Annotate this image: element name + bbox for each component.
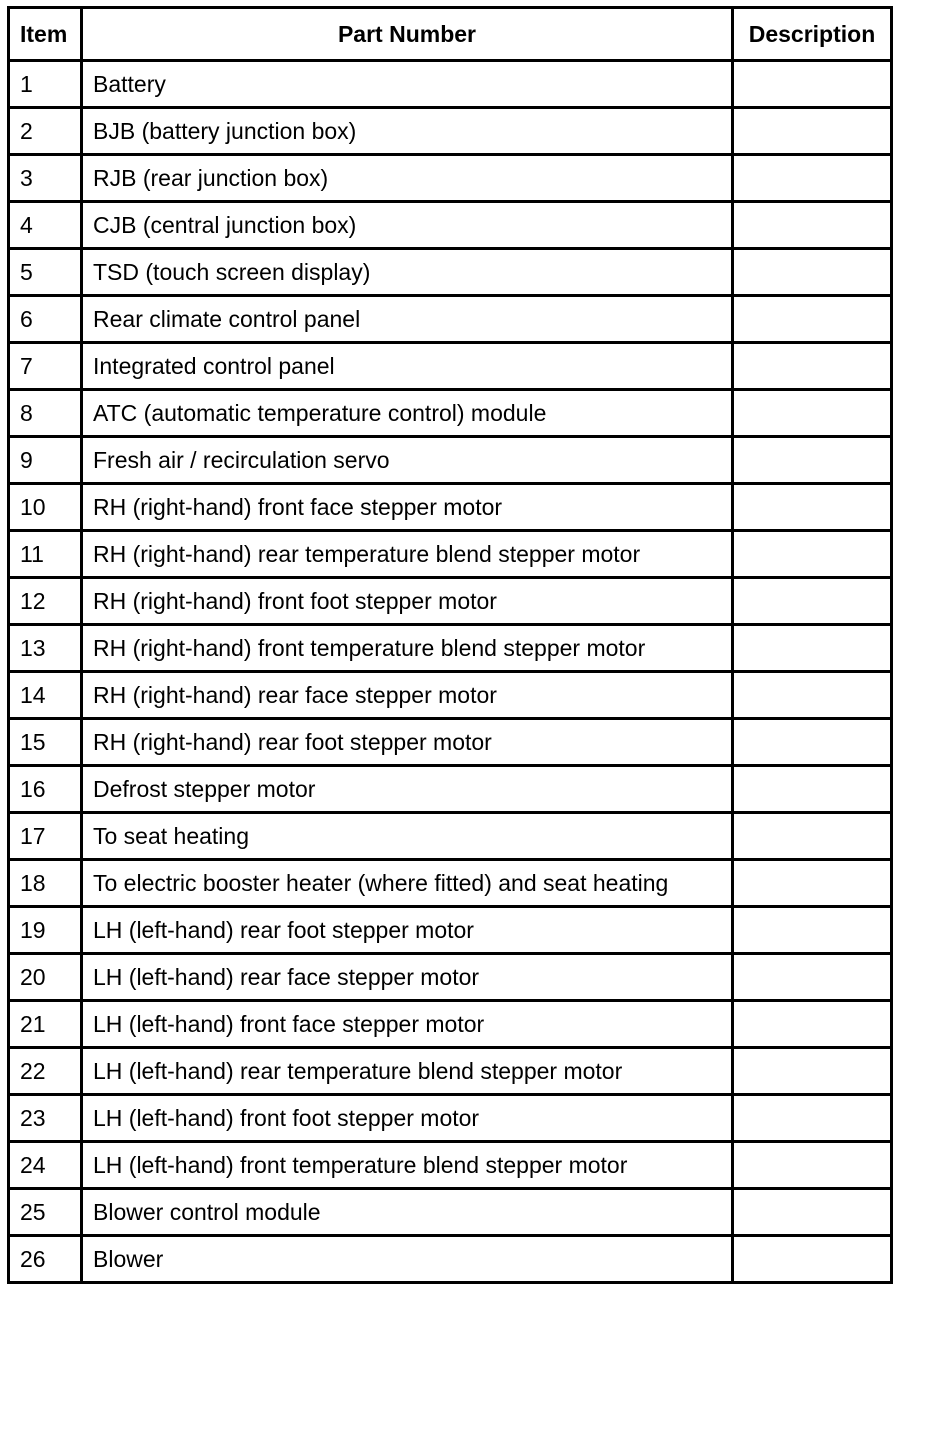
table-row xyxy=(9,813,892,860)
part-name-cell: LH (left-hand) front foot stepper motor xyxy=(82,1095,733,1142)
part-name-cell: LH (left-hand) rear face stepper motor xyxy=(82,954,733,1001)
description-cell xyxy=(733,249,892,296)
description-cell xyxy=(733,437,892,484)
item-number-cell: 6 xyxy=(9,296,82,343)
description-cell xyxy=(733,954,892,1001)
part-name-cell: LH (left-hand) rear temperature blend stepper motor xyxy=(82,1048,733,1095)
item-number-cell: 8 xyxy=(9,390,82,437)
item-number-cell: 12 xyxy=(9,578,82,625)
part-name-cell: Rear climate control panel xyxy=(82,296,733,343)
item-number-cell: 3 xyxy=(9,155,82,202)
table-row xyxy=(9,766,892,813)
description-cell xyxy=(733,296,892,343)
part-name-cell: To electric booster heater (where fitted) and seat heating xyxy=(82,860,733,907)
table-row xyxy=(9,1095,892,1142)
description-cell xyxy=(733,625,892,672)
parts-table xyxy=(7,6,893,1284)
item-number-cell: 26 xyxy=(9,1236,82,1283)
part-name-cell: LH (left-hand) front face stepper motor xyxy=(82,1001,733,1048)
part-name-cell: RH (right-hand) rear foot stepper motor xyxy=(82,719,733,766)
header-item: Item xyxy=(9,8,82,61)
table-row xyxy=(9,1236,892,1283)
table-row xyxy=(9,531,892,578)
description-cell xyxy=(733,108,892,155)
part-name-cell: Blower control module xyxy=(82,1189,733,1236)
description-cell xyxy=(733,343,892,390)
table-row xyxy=(9,155,892,202)
table-body xyxy=(9,61,892,1283)
table-header xyxy=(9,8,892,61)
part-name-cell: To seat heating xyxy=(82,813,733,860)
description-cell xyxy=(733,1236,892,1283)
table-row xyxy=(9,108,892,155)
description-cell xyxy=(733,860,892,907)
table-row xyxy=(9,202,892,249)
item-number-cell: 5 xyxy=(9,249,82,296)
description-cell xyxy=(733,61,892,108)
item-number-cell: 11 xyxy=(9,531,82,578)
part-name-cell: BJB (battery junction box) xyxy=(82,108,733,155)
item-number-cell: 4 xyxy=(9,202,82,249)
table-row xyxy=(9,672,892,719)
item-number-cell: 24 xyxy=(9,1142,82,1189)
table-row xyxy=(9,343,892,390)
item-number-cell: 18 xyxy=(9,860,82,907)
table-row xyxy=(9,907,892,954)
part-name-cell: Blower xyxy=(82,1236,733,1283)
part-name-cell: Fresh air / recirculation servo xyxy=(82,437,733,484)
item-number-cell: 20 xyxy=(9,954,82,1001)
table-row xyxy=(9,390,892,437)
table-row xyxy=(9,1189,892,1236)
table-row xyxy=(9,61,892,108)
part-name-cell: RJB (rear junction box) xyxy=(82,155,733,202)
description-cell xyxy=(733,202,892,249)
item-number-cell: 16 xyxy=(9,766,82,813)
part-name-cell: RH (right-hand) rear temperature blend stepper motor xyxy=(82,531,733,578)
part-name-cell: Integrated control panel xyxy=(82,343,733,390)
part-name-cell: Defrost stepper motor xyxy=(82,766,733,813)
part-name-cell: RH (right-hand) front temperature blend stepper motor xyxy=(82,625,733,672)
description-cell xyxy=(733,484,892,531)
table-row xyxy=(9,249,892,296)
table-row xyxy=(9,484,892,531)
item-number-cell: 25 xyxy=(9,1189,82,1236)
table-row xyxy=(9,1142,892,1189)
part-name-cell: LH (left-hand) rear foot stepper motor xyxy=(82,907,733,954)
table-row xyxy=(9,1048,892,1095)
description-cell xyxy=(733,531,892,578)
table-row xyxy=(9,578,892,625)
description-cell xyxy=(733,907,892,954)
item-number-cell: 17 xyxy=(9,813,82,860)
description-cell xyxy=(733,578,892,625)
part-name-cell: RH (right-hand) rear face stepper motor xyxy=(82,672,733,719)
description-cell xyxy=(733,813,892,860)
header-part-number: Part Number xyxy=(82,8,733,61)
item-number-cell: 13 xyxy=(9,625,82,672)
table-row xyxy=(9,719,892,766)
description-cell xyxy=(733,766,892,813)
item-number-cell: 21 xyxy=(9,1001,82,1048)
description-cell xyxy=(733,1142,892,1189)
part-name-cell: RH (right-hand) front face stepper motor xyxy=(82,484,733,531)
table-row xyxy=(9,1001,892,1048)
table-row xyxy=(9,954,892,1001)
part-name-cell: TSD (touch screen display) xyxy=(82,249,733,296)
header-row xyxy=(9,8,892,61)
part-name-cell: LH (left-hand) front temperature blend stepper motor xyxy=(82,1142,733,1189)
description-cell xyxy=(733,390,892,437)
item-number-cell: 7 xyxy=(9,343,82,390)
item-number-cell: 2 xyxy=(9,108,82,155)
table-row xyxy=(9,860,892,907)
description-cell xyxy=(733,1048,892,1095)
part-name-cell: Battery xyxy=(82,61,733,108)
part-name-cell: ATC (automatic temperature control) module xyxy=(82,390,733,437)
part-name-cell: CJB (central junction box) xyxy=(82,202,733,249)
table-row xyxy=(9,437,892,484)
item-number-cell: 14 xyxy=(9,672,82,719)
table-row xyxy=(9,296,892,343)
description-cell xyxy=(733,1001,892,1048)
item-number-cell: 1 xyxy=(9,61,82,108)
table-row xyxy=(9,625,892,672)
item-number-cell: 15 xyxy=(9,719,82,766)
item-number-cell: 9 xyxy=(9,437,82,484)
description-cell xyxy=(733,155,892,202)
description-cell xyxy=(733,672,892,719)
item-number-cell: 10 xyxy=(9,484,82,531)
header-description: Description xyxy=(733,8,892,61)
description-cell xyxy=(733,1189,892,1236)
description-cell xyxy=(733,1095,892,1142)
description-cell xyxy=(733,719,892,766)
item-number-cell: 19 xyxy=(9,907,82,954)
item-number-cell: 23 xyxy=(9,1095,82,1142)
item-number-cell: 22 xyxy=(9,1048,82,1095)
part-name-cell: RH (right-hand) front foot stepper motor xyxy=(82,578,733,625)
